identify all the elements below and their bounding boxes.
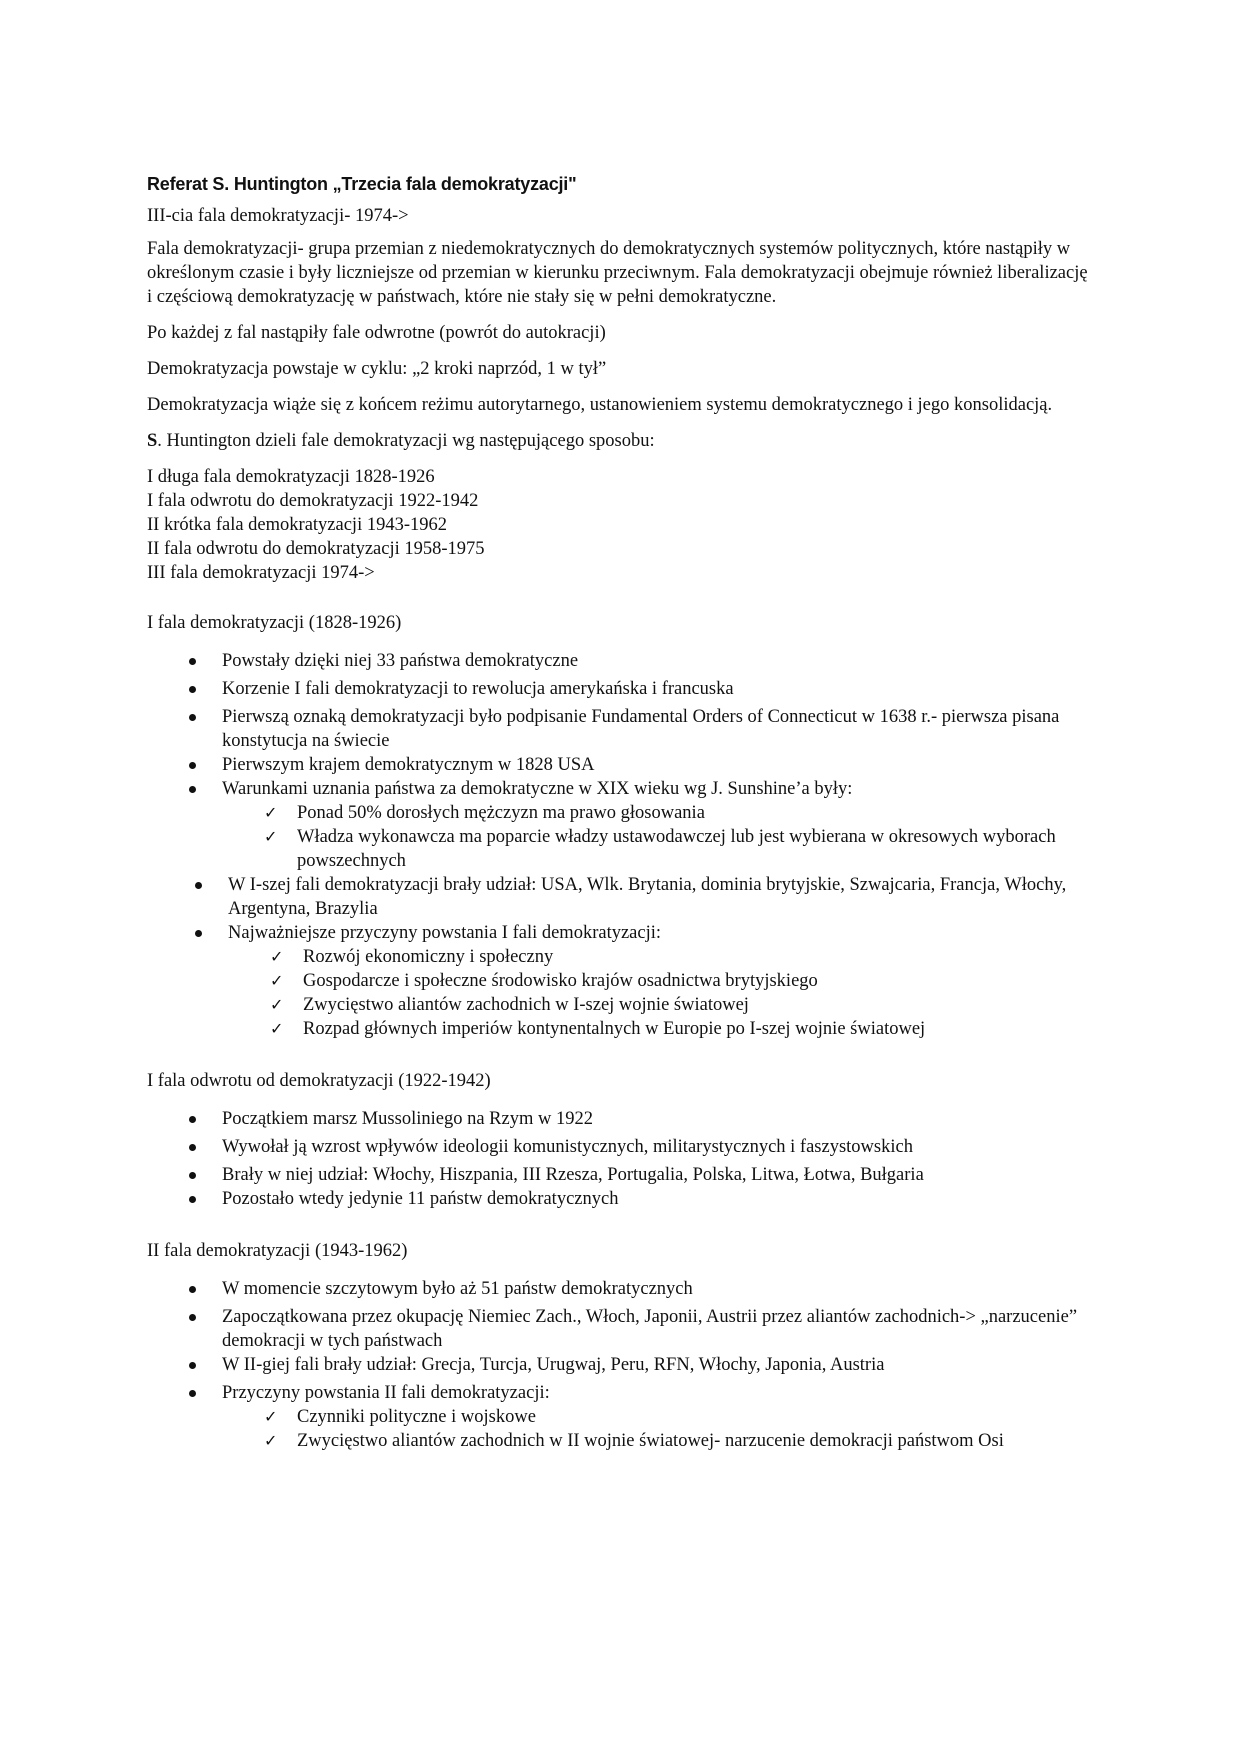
paragraph-definition: Fala demokratyzacji- grupa przemian z niedemokratycznych do demokratycznych systemów politycznych, które nastąpiły w określonym czasie i były liczniejsze od przemian w kierunku przeciwnym. Fala demokratyzacji obejmuje również liberalizację i częściową demokratyzację w państwach, które nie stały się w pełni demokratyczne.: [147, 239, 1088, 307]
list-item: [147, 1163, 1097, 1187]
list-item: [147, 1135, 1097, 1159]
list-item-text: Wywołał ją wzrost wpływów ideologii komunistycznych, militarystycznych i faszystowskich: [222, 1137, 913, 1157]
bullet-dot-icon: [189, 714, 196, 721]
check-item: [222, 825, 1097, 873]
list-item-text: Pozostało wtedy jedynie 11 państw demokratycznych: [222, 1189, 619, 1209]
list-item: [147, 921, 1097, 1041]
check-item-text: Zwycięstwo aliantów zachodnich w I-szej wojnie światowej: [303, 995, 749, 1015]
period-item: I długa fala demokratyzacji 1828-1926: [147, 467, 435, 487]
bullet-dot-icon: [189, 762, 196, 769]
list-item: [147, 1353, 1097, 1377]
list-item: [147, 1305, 1097, 1353]
document-title: Referat S. Huntington „Trzecia fala demokratyzacji": [147, 174, 577, 194]
check-item-text: Rozwój ekonomiczny i społeczny: [303, 947, 554, 967]
bullet-dot-icon: [189, 686, 196, 693]
list-item-text: Początkiem marsz Mussoliniego na Rzym w 1922: [222, 1109, 593, 1129]
check-item: [228, 1017, 1097, 1041]
list-item-text: Pierwszym krajem demokratycznym w 1828 USA: [222, 755, 595, 775]
check-item: [222, 1405, 1097, 1429]
checkmark-icon: ✓: [270, 1019, 284, 1038]
division-intro-text: . Huntington dzieli fale demokratyzacji wg następującego sposobu:: [157, 431, 655, 451]
checkmark-icon: ✓: [264, 827, 278, 846]
list-item-text: Najważniejsze przyczyny powstania I fali demokratyzacji:: [228, 923, 662, 943]
paragraph-division-intro: [147, 429, 1097, 453]
paragraph-reverse-waves: Po każdej z fal nastąpiły fale odwrotne (powrót do autokracji): [147, 323, 606, 343]
check-item-text: Zwycięstwo aliantów zachodnich w II wojnie światowej- narzucenie demokracji państwom Osi: [297, 1431, 1004, 1451]
list-item-text: Przyczyny powstania II fali demokratyzacji:: [222, 1383, 550, 1403]
checkmark-icon: ✓: [270, 971, 284, 990]
bullet-dot-icon: [189, 1196, 196, 1203]
checkmark-icon: ✓: [270, 947, 284, 966]
list-item: [147, 649, 1097, 673]
bullet-dot-icon: [189, 1286, 196, 1293]
list-item-text: Brały w niej udział: Włochy, Hiszpania, III Rzesza, Portugalia, Polska, Litwa, Łotwa, Bułgaria: [222, 1165, 924, 1185]
bullet-dot-icon: [189, 1116, 196, 1123]
bullet-dot-icon: [195, 930, 202, 937]
checkmark-icon: ✓: [270, 995, 284, 1014]
list-item-text: Pierwszą oznaką demokratyzacji było podpisanie Fundamental Orders of Connecticut w 1638 r.- pierwsza pisana konstytucja na świecie: [222, 707, 1060, 751]
check-item-text: Rozpad głównych imperiów kontynentalnych w Europie po I-szej wojnie światowej: [303, 1019, 926, 1039]
bullet-dot-icon: [189, 1362, 196, 1369]
list-item: [147, 753, 1097, 777]
check-list: [228, 945, 1097, 1041]
check-item: [228, 993, 1097, 1017]
list-item-text: W momencie szczytowym było aż 51 państw demokratycznych: [222, 1279, 693, 1299]
document-page: [147, 170, 1097, 1481]
check-item: [228, 969, 1097, 993]
paragraph-regime-end: Demokratyzacja wiąże się z końcem reżimu autorytarnego, ustanowieniem systemu demokratycznego i jego konsolidacją.: [147, 395, 1053, 415]
list-item-text: W I-szej fali demokratyzacji brały udział: USA, Wlk. Brytania, dominia brytyjskie, Szwajcaria, Francja, Włochy, Argentyna, Brazylia: [228, 875, 1067, 919]
bullet-dot-icon: [189, 786, 196, 793]
list-item-text: Zapoczątkowana przez okupację Niemiec Zach., Włoch, Japonii, Austrii przez aliantów zachodnich-> „narzucenie” demokracji w tych państwach: [222, 1307, 1078, 1351]
list-item: [147, 1107, 1097, 1131]
bullet-dot-icon: [189, 1144, 196, 1151]
list-item-text: Warunkami uznania państwa za demokratyczne w XIX wieku wg J. Sunshine’a były:: [222, 779, 853, 799]
check-list: [222, 1405, 1097, 1453]
check-item: [228, 945, 1097, 969]
document-subtitle: III-cia fala demokratyzacji- 1974->: [147, 206, 409, 226]
section-heading-second-wave: II fala demokratyzacji (1943-1962): [147, 1241, 408, 1261]
check-item-text: Czynniki polityczne i wojskowe: [297, 1407, 536, 1427]
bullet-dot-icon: [189, 658, 196, 665]
list-item: [147, 705, 1097, 753]
section-heading-first-wave: I fala demokratyzacji (1828-1926): [147, 613, 402, 633]
check-item-text: Władza wykonawcza ma poparcie władzy ustawodawczej lub jest wybierana w okresowych wyborach powszechnych: [297, 827, 1056, 871]
division-intro-initial: S: [147, 431, 158, 451]
list-item-text: W II-giej fali brały udział: Grecja, Turcja, Urugwaj, Peru, RFN, Włochy, Japonia, Austria: [222, 1355, 885, 1375]
bullet-dot-icon: [189, 1314, 196, 1321]
check-item: [222, 1429, 1097, 1453]
second-wave-list: [147, 1277, 1097, 1453]
period-item: II fala odwrotu do demokratyzacji 1958-1975: [147, 539, 485, 559]
check-list: [222, 801, 1097, 873]
list-item-text: Korzenie I fali demokratyzacji to rewolucja amerykańska i francuska: [222, 679, 734, 699]
check-item-text: Ponad 50% dorosłych mężczyzn ma prawo głosowania: [297, 803, 705, 823]
list-item: [147, 1277, 1097, 1301]
checkmark-icon: ✓: [264, 1407, 278, 1426]
list-item: [147, 1187, 1097, 1211]
first-wave-list: [147, 649, 1097, 1041]
bullet-dot-icon: [189, 1390, 196, 1397]
list-item: [147, 777, 1097, 873]
list-item: [147, 1381, 1097, 1453]
list-item-text: Powstały dzięki niej 33 państwa demokratyczne: [222, 651, 579, 671]
list-item: [147, 677, 1097, 701]
period-item: III fala demokratyzacji 1974->: [147, 563, 375, 583]
check-item-text: Gospodarcze i społeczne środowisko krajów osadnictwa brytyjskiego: [303, 971, 818, 991]
section-heading-first-reverse-wave: I fala odwrotu od demokratyzacji (1922-1942): [147, 1071, 491, 1091]
periods-list: [147, 465, 1097, 585]
checkmark-icon: ✓: [264, 1431, 278, 1450]
period-item: II krótka fala demokratyzacji 1943-1962: [147, 515, 447, 535]
period-item: I fala odwrotu do demokratyzacji 1922-1942: [147, 491, 479, 511]
paragraph-cycle: Demokratyzacja powstaje w cyklu: „2 kroki naprzód, 1 w tył”: [147, 359, 607, 379]
list-item: [147, 873, 1097, 921]
check-item: [222, 801, 1097, 825]
first-reverse-wave-list: [147, 1107, 1097, 1211]
bullet-dot-icon: [189, 1172, 196, 1179]
checkmark-icon: ✓: [264, 803, 278, 822]
bullet-dot-icon: [195, 882, 202, 889]
